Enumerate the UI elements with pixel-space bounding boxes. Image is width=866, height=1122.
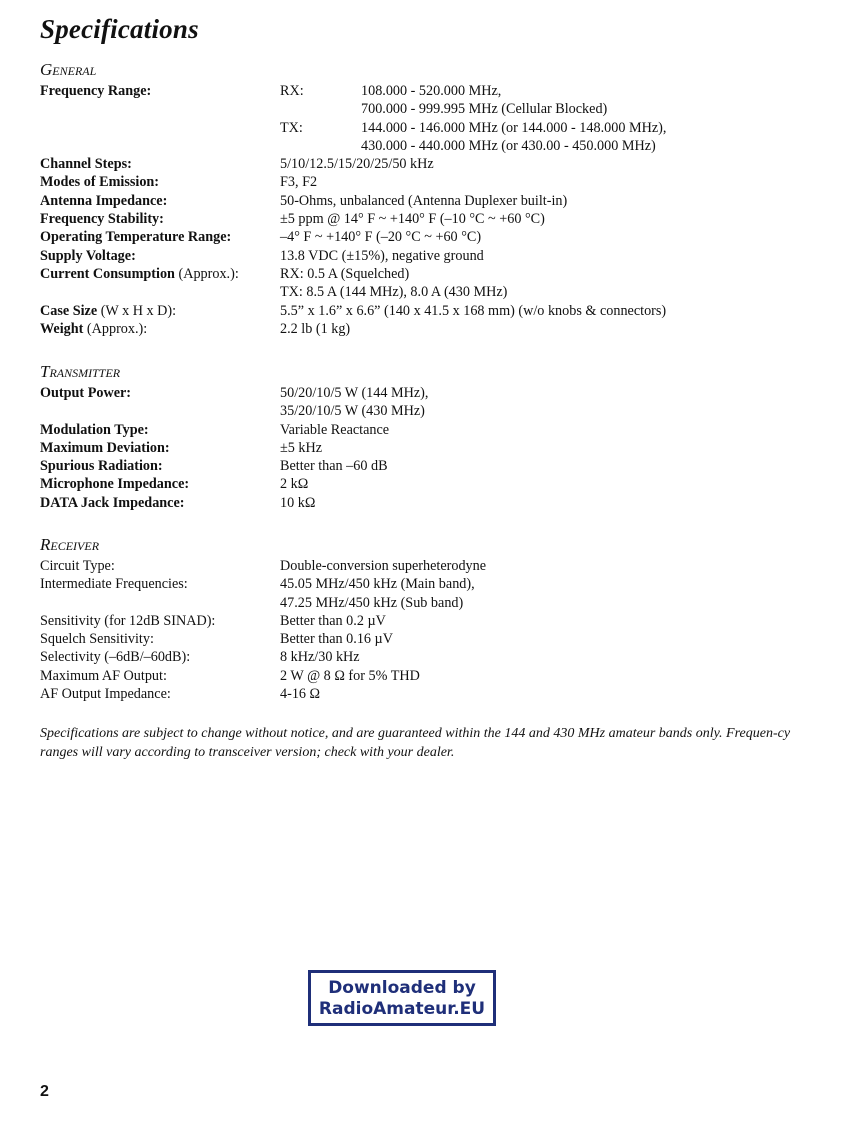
spec-row — [40, 557, 840, 575]
page-title: Specifications — [40, 14, 199, 44]
spec-label-main: Modes of Emission: — [40, 174, 160, 191]
spec-value-line: Better than 0.16 µV — [280, 631, 393, 648]
stamp-line: RadioAmateur.EU — [318, 999, 486, 1019]
spec-value-line: 10 kΩ — [280, 494, 316, 511]
spec-label — [40, 210, 280, 228]
spec-label — [40, 457, 280, 475]
spec-label-main: Operating Temperature Range: — [40, 229, 232, 246]
spec-value — [280, 173, 317, 191]
spec-value-line: 8 kHz/30 kHz — [280, 649, 360, 666]
spec-label-main: Current Consumption — [40, 265, 175, 282]
receiver-heading: Receiver — [40, 535, 100, 554]
spec-value — [280, 192, 567, 210]
page-number: 2 — [40, 1083, 49, 1100]
spec-value — [280, 667, 420, 685]
tx-range — [280, 119, 666, 156]
spec-value-line: 5/10/12.5/15/20/25/50 kHz — [280, 156, 434, 173]
spec-value-line: ±5 ppm @ 14° F ~ +140° F (–10 °C ~ +60 °C) — [280, 211, 545, 228]
spec-label-main: Channel Steps: — [40, 156, 132, 173]
spec-label — [40, 247, 280, 265]
spec-value — [280, 557, 486, 575]
spec-value-line: 2 W @ 8 Ω for 5% THD — [280, 667, 420, 684]
tx-line: 430.000 - 440.000 MHz (or 430.00 - 450.000 MHz) — [361, 137, 656, 154]
spec-value-line: Double-conversion superheterodyne — [280, 558, 487, 574]
spec-label-extra: (Approx.): — [83, 320, 148, 337]
spec-value — [280, 155, 434, 173]
spec-value-line: 13.8 VDC (±15%), negative ground — [280, 247, 484, 264]
spec-value — [280, 302, 666, 320]
spec-label — [40, 302, 280, 320]
download-stamp — [308, 970, 496, 1026]
spec-label: Sensitivity (for 12dB SINAD): — [40, 612, 216, 629]
spec-row — [40, 384, 840, 421]
spec-value — [280, 612, 386, 630]
rx-range — [280, 82, 666, 119]
spec-label — [40, 265, 280, 283]
rx-line: 700.000 - 999.995 MHz (Cellular Blocked) — [361, 101, 608, 118]
spec-value-line: Better than 0.2 µV — [280, 612, 386, 629]
spec-row — [40, 457, 840, 475]
spec-value-line: TX: 8.5 A (144 MHz), 8.0 A (430 MHz) — [280, 284, 508, 301]
spec-value — [280, 457, 388, 475]
spec-value — [280, 247, 484, 265]
spec-value — [280, 439, 322, 457]
spec-value-line: Variable Reactance — [280, 421, 390, 438]
rx-line: 108.000 - 520.000 MHz, — [361, 83, 502, 99]
spec-label-main: Case Size — [40, 302, 98, 319]
spec-row — [40, 630, 840, 648]
spec-value-line: 5.5” x 1.6” x 6.6” (140 x 41.5 x 168 mm) (w/o knobs & connectors) — [280, 302, 667, 319]
spec-value — [280, 320, 350, 338]
spec-row — [40, 228, 840, 246]
spec-label — [40, 173, 280, 191]
spec-row — [40, 475, 840, 493]
spec-value — [280, 265, 507, 302]
spec-label — [40, 475, 280, 493]
spec-row — [40, 612, 840, 630]
spec-value — [280, 228, 481, 246]
spec-value-line: 47.25 MHz/450 kHz (Sub band) — [280, 594, 464, 611]
spec-value-line: F3, F2 — [280, 174, 318, 191]
spec-row — [40, 648, 840, 666]
spec-label-main: Modulation Type: — [40, 421, 149, 438]
rx-key: RX: — [280, 83, 304, 99]
spec-label — [40, 421, 280, 439]
spec-value — [280, 494, 315, 512]
spec-value-line: 2.2 lb (1 kg) — [280, 320, 351, 337]
general-heading: General — [40, 60, 97, 79]
spec-label — [40, 494, 280, 512]
spec-value — [280, 575, 475, 612]
spec-label-main: Antenna Impedance: — [40, 192, 168, 209]
frequency-range-label: Frequency Range: — [40, 83, 152, 99]
spec-value-line: 50-Ohms, unbalanced (Antenna Duplexer built-in) — [280, 192, 568, 209]
spec-row — [40, 685, 840, 703]
spec-label — [40, 228, 280, 246]
general-section — [40, 60, 840, 338]
spec-value — [280, 648, 360, 666]
disclaimer-note: Specifications are subject to change without notice, and are guaranteed within the 144 and 430 MHz amateur bands only. Frequen-cy ranges will vary according to transceiver version; check with your dealer. — [40, 726, 791, 760]
spec-value — [280, 475, 308, 493]
tx-line: 144.000 - 146.000 MHz (or 144.000 - 148.000 MHz), — [361, 119, 667, 136]
spec-row — [40, 667, 840, 685]
spec-value-line: 35/20/10/5 W (430 MHz) — [280, 403, 425, 420]
stamp-line: Downloaded by — [328, 978, 476, 998]
general-rows — [40, 155, 840, 338]
spec-value-line: 2 kΩ — [280, 476, 309, 493]
spec-label-main: Weight — [40, 320, 84, 337]
spec-label: AF Output Impedance: — [40, 686, 171, 703]
spec-label-extra: (Approx.): — [174, 265, 239, 282]
spec-value — [280, 685, 320, 703]
spec-label-extra: (W x H x D): — [97, 302, 177, 319]
spec-label: Circuit Type: — [40, 558, 115, 574]
spec-label-main: Supply Voltage: — [40, 247, 136, 264]
spec-value-line: Better than –60 dB — [280, 458, 388, 475]
tx-key: TX: — [280, 119, 303, 136]
spec-label — [40, 439, 280, 457]
spec-value-line: 45.05 MHz/450 kHz (Main band), — [280, 576, 475, 593]
spec-row — [40, 210, 840, 228]
frequency-range-row — [40, 82, 840, 155]
spec-label-main: Frequency Stability: — [40, 211, 164, 228]
spec-label: Intermediate Frequencies: — [40, 576, 188, 593]
spec-label — [40, 384, 280, 402]
spec-label-main: Maximum Deviation: — [40, 439, 170, 456]
spec-value-line: –4° F ~ +140° F (–20 °C ~ +60 °C) — [280, 229, 482, 246]
spec-label-main: Output Power: — [40, 385, 132, 401]
transmitter-heading: Transmitter — [40, 362, 121, 381]
transmitter-rows — [40, 384, 840, 512]
spec-value-line: RX: 0.5 A (Squelched) — [280, 265, 410, 282]
spec-row — [40, 265, 840, 302]
receiver-rows — [40, 557, 840, 703]
spec-value — [280, 630, 393, 648]
spec-value — [280, 210, 545, 228]
spec-row — [40, 192, 840, 210]
spec-label-main: Microphone Impedance: — [40, 476, 190, 493]
spec-label: Maximum AF Output: — [40, 667, 167, 684]
spec-row — [40, 439, 840, 457]
spec-label-main: DATA Jack Impedance: — [40, 494, 185, 511]
spec-row — [40, 494, 840, 512]
spec-row — [40, 247, 840, 265]
spec-label — [40, 192, 280, 210]
spec-label: Squelch Sensitivity: — [40, 631, 154, 648]
spec-label-main: Spurious Radiation: — [40, 458, 163, 475]
spec-value-line: ±5 kHz — [280, 439, 323, 456]
spec-value-line: 50/20/10/5 W (144 MHz), — [280, 385, 429, 401]
spec-row — [40, 421, 840, 439]
receiver-section — [40, 535, 840, 703]
spec-label — [40, 320, 280, 338]
spec-row — [40, 155, 840, 173]
transmitter-section — [40, 362, 840, 512]
spec-row — [40, 575, 840, 612]
spec-value — [280, 384, 428, 421]
spec-label — [40, 155, 280, 173]
spec-row — [40, 302, 840, 320]
spec-row — [40, 320, 840, 338]
spec-value-line: 4-16 Ω — [280, 686, 321, 703]
spec-value — [280, 421, 389, 439]
spec-row — [40, 173, 840, 191]
spec-label: Selectivity (–6dB/–60dB): — [40, 649, 191, 666]
